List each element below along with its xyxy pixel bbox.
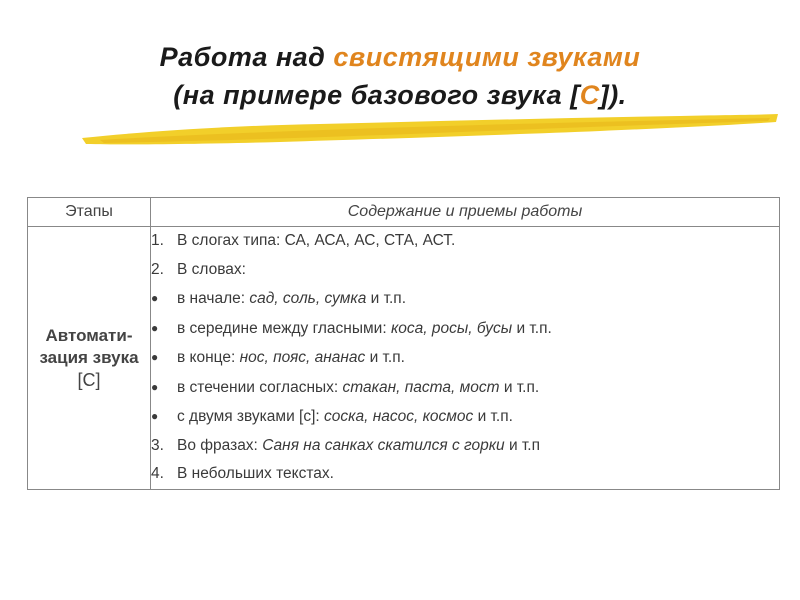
title-accent: свистящими звуками bbox=[333, 42, 641, 72]
list-tail: и т.п. bbox=[473, 408, 513, 425]
list-text: В слогах типа: СА, АСА, АС, СТА, АСТ. bbox=[177, 232, 456, 249]
stage-line-3: [С] bbox=[77, 369, 101, 390]
list-marker: 1. bbox=[151, 232, 164, 249]
title-line-2 bbox=[0, 76, 800, 114]
list-examples: сад, соль, сумка bbox=[249, 290, 367, 307]
list-item bbox=[151, 432, 779, 461]
list-text: в середине между гласными: bbox=[177, 319, 391, 337]
list-item bbox=[151, 227, 779, 256]
list-tail: и т.п. bbox=[499, 378, 540, 396]
list-item bbox=[151, 343, 779, 373]
list-tail: и т.п. bbox=[512, 319, 552, 337]
list-text: в начале: bbox=[177, 290, 250, 307]
stages-table bbox=[27, 197, 780, 490]
list-marker: 3. bbox=[151, 436, 164, 454]
title-line2-prefix: (на примере базового звука [ bbox=[173, 80, 580, 110]
list-item bbox=[151, 460, 779, 489]
list-tail: и т.п. bbox=[366, 290, 407, 307]
list-item bbox=[151, 373, 779, 403]
header-content: Содержание и приемы работы bbox=[151, 198, 780, 227]
list-examples: Саня на санках скатился с горки bbox=[262, 436, 505, 454]
bullet-icon: ● bbox=[151, 291, 159, 305]
list-text: в конце: bbox=[177, 349, 240, 366]
bullet-icon: ● bbox=[151, 350, 159, 364]
list-text: в стечении согласных: bbox=[177, 378, 343, 396]
list-item bbox=[151, 284, 779, 314]
title-prefix: Работа над bbox=[159, 42, 334, 72]
list-text: В небольших текстах. bbox=[177, 465, 334, 482]
list-marker: 4. bbox=[151, 465, 164, 482]
brush-stroke-decoration bbox=[80, 112, 780, 148]
list-tail: и т.п. bbox=[365, 349, 405, 366]
table-header-row bbox=[28, 198, 780, 227]
bullet-icon: ● bbox=[151, 409, 159, 423]
list-text: В словах: bbox=[177, 260, 246, 278]
stage-cell bbox=[28, 227, 151, 490]
list-item bbox=[151, 314, 779, 344]
slide-title bbox=[0, 38, 800, 114]
stage-line-1: Автомати- bbox=[45, 325, 133, 345]
table-row bbox=[28, 227, 780, 490]
list-marker: 2. bbox=[151, 260, 164, 278]
list-item bbox=[151, 402, 779, 432]
list-tail: и т.п bbox=[504, 436, 541, 454]
stage-line-2: зация звука bbox=[39, 347, 139, 367]
title-line2-suffix: ]). bbox=[599, 80, 627, 110]
title-line-1 bbox=[0, 38, 800, 76]
list-examples: нос, пояс, ананас bbox=[239, 349, 366, 366]
content-cell bbox=[151, 227, 780, 490]
list-examples: соска, насос, космос bbox=[324, 408, 474, 425]
list-item bbox=[151, 256, 779, 285]
list-text: Во фразах: bbox=[177, 436, 263, 454]
header-stages: Этапы bbox=[28, 198, 151, 227]
list-text: с двумя звуками [с]: bbox=[177, 408, 325, 425]
bullet-icon: ● bbox=[151, 379, 159, 394]
list-examples: коса, росы, бусы bbox=[390, 319, 513, 337]
list-examples: стакан, паста, мост bbox=[342, 378, 500, 396]
title-sound: С bbox=[579, 80, 600, 110]
bullet-icon: ● bbox=[151, 320, 159, 335]
